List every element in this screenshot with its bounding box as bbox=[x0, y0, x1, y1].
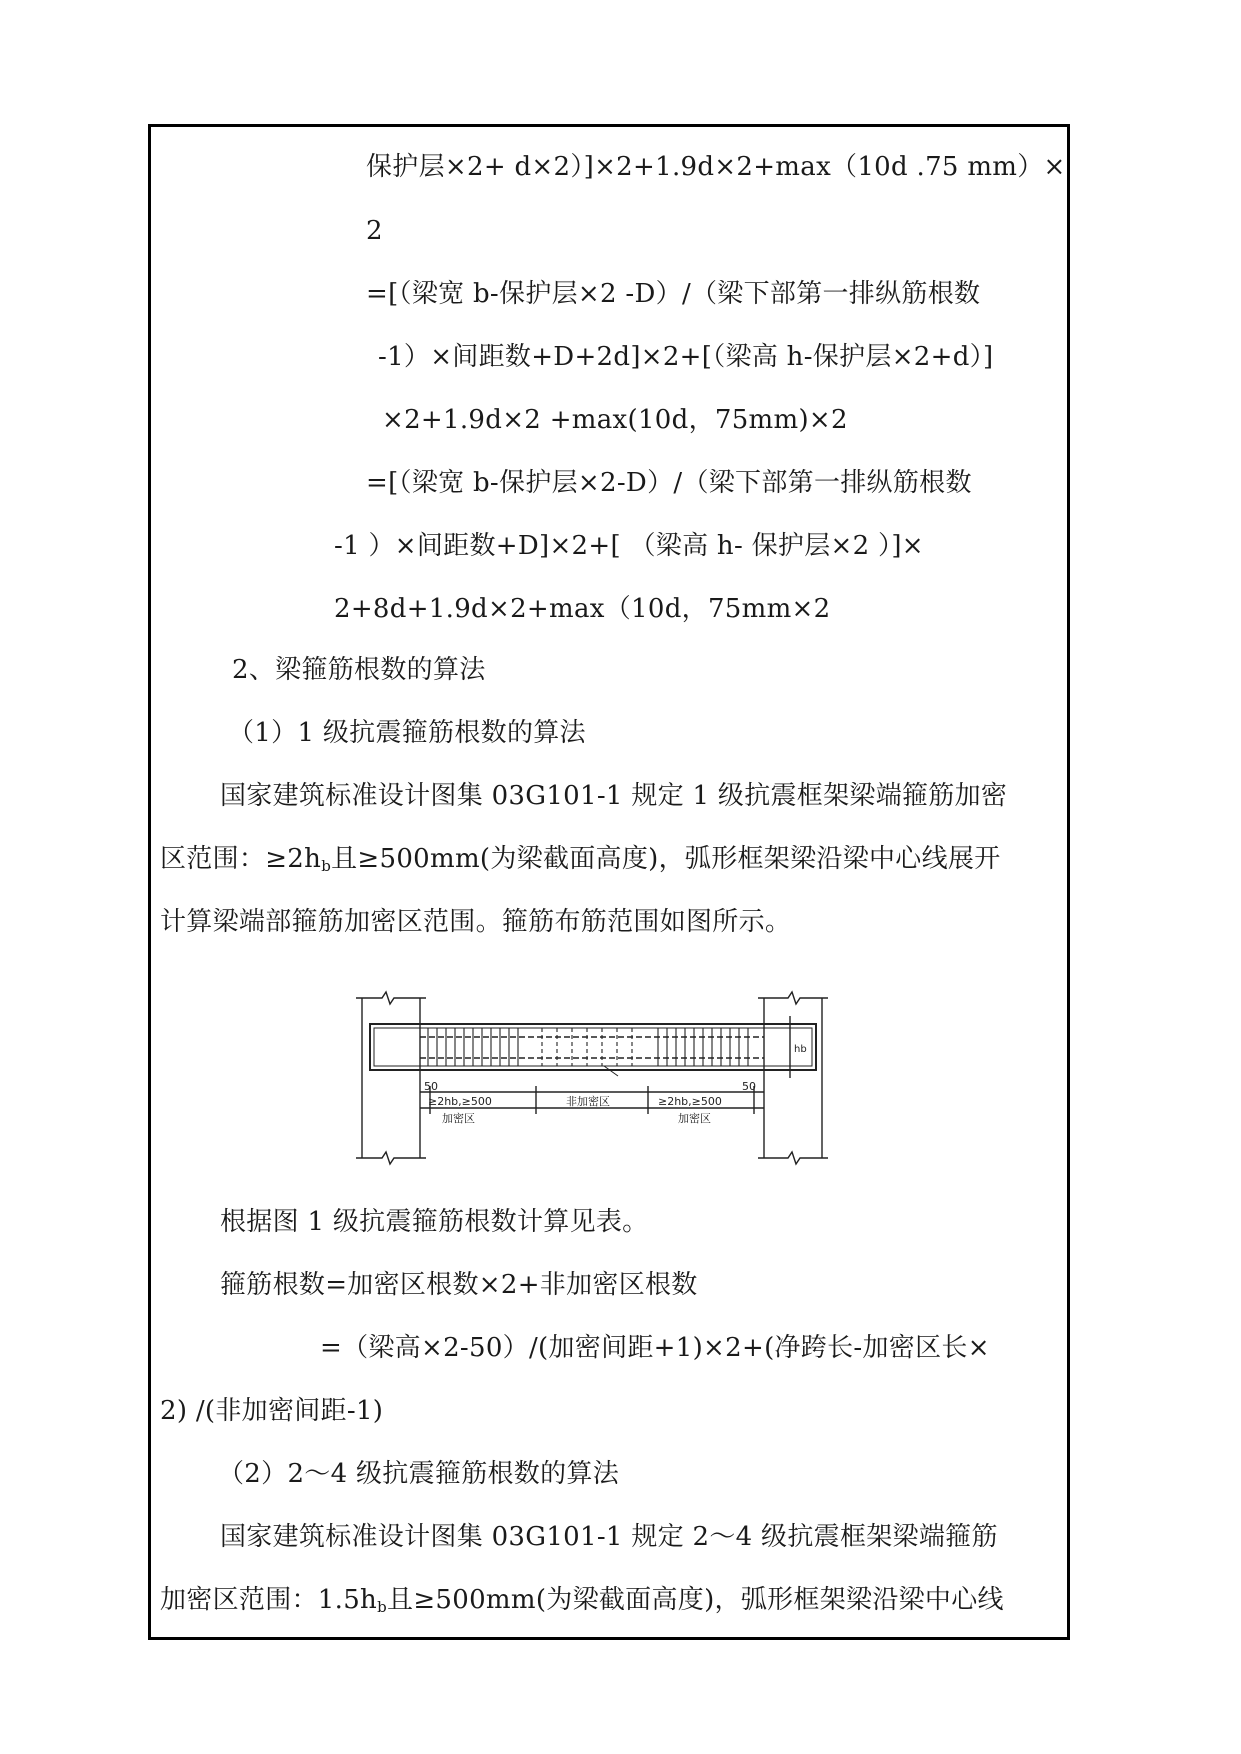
formula-line-8: 2+8d+1.9d×2+max（10d，75mm×2 bbox=[334, 594, 831, 624]
formula-line-5: ×2+1.9d×2 +max(10d，75mm)×2 bbox=[382, 405, 848, 435]
formula-line-4: -1）×间距数+D+2d]×2+[（梁高 h-保护层×2+d）] bbox=[378, 342, 994, 372]
section-heading-2: 2、梁箍筋根数的算法 bbox=[232, 655, 486, 685]
range-label-left: ≥2hb,≥500 bbox=[428, 1095, 492, 1108]
dense-zone-label-left: 加密区 bbox=[442, 1112, 475, 1125]
paragraph-line: 国家建筑标准设计图集 03G101-1 规定 1 级抗震框架梁端箍筋加密 bbox=[220, 781, 1008, 811]
paragraph-line: 国家建筑标准设计图集 03G101-1 规定 2～4 级抗震框架梁端箍筋 bbox=[220, 1522, 998, 1552]
formula-line-3: =[（梁宽 b-保护层×2 -D）/（梁下部第一排纵筋根数 bbox=[366, 279, 981, 309]
paragraph-line: 根据图 1 级抗震箍筋根数计算见表。 bbox=[220, 1207, 649, 1237]
dim-50-left: 50 bbox=[424, 1080, 438, 1093]
paragraph-line: 计算梁端部箍筋加密区范围。箍筋布筋范围如图所示。 bbox=[160, 907, 792, 937]
range-label-right: ≥2hb,≥500 bbox=[658, 1095, 722, 1108]
subsection-heading-1: （1）1 级抗震箍筋根数的算法 bbox=[228, 718, 586, 748]
formula-line-6: =[（梁宽 b-保护层×2-D）/（梁下部第一排纵筋根数 bbox=[366, 468, 972, 498]
dense-zone-label-right: 加密区 bbox=[678, 1112, 711, 1125]
sparse-zone-label: 非加密区 bbox=[566, 1095, 610, 1108]
stirrup-layout-diagram bbox=[356, 990, 856, 1180]
formula-line-1: 保护层×2+ d×2）]×2+1.9d×2+max（10d .75 mm）× bbox=[366, 152, 1066, 182]
dim-50-right: 50 bbox=[742, 1080, 756, 1093]
beam-height-label: hb bbox=[794, 1044, 807, 1055]
formula-line-2: 2 bbox=[366, 216, 383, 246]
paragraph-line-range-1: 区范围：$\ge 2h_b$且≥500mm(为梁截面高度)，弧形框架梁沿梁中心线展开 bbox=[160, 844, 1001, 875]
formula-line: 箍筋根数=加密区根数×2+非加密区根数 bbox=[220, 1270, 698, 1300]
formula-line: 2) /(非加密间距-1) bbox=[160, 1396, 384, 1426]
formula-line-7: -1 ）×间距数+D]×2+[ （梁高 h- 保护层×2 ）]× bbox=[334, 531, 924, 561]
subsection-heading-2: （2）2～4 级抗震箍筋根数的算法 bbox=[218, 1459, 619, 1489]
paragraph-line-range-2: 加密区范围：$1.5h_b$且≥500mm(为梁截面高度)，弧形框架梁沿梁中心线 bbox=[160, 1585, 1004, 1616]
formula-line: =（梁高×2-50）/(加密间距+1)×2+(净跨长-加密区长× bbox=[320, 1333, 990, 1363]
